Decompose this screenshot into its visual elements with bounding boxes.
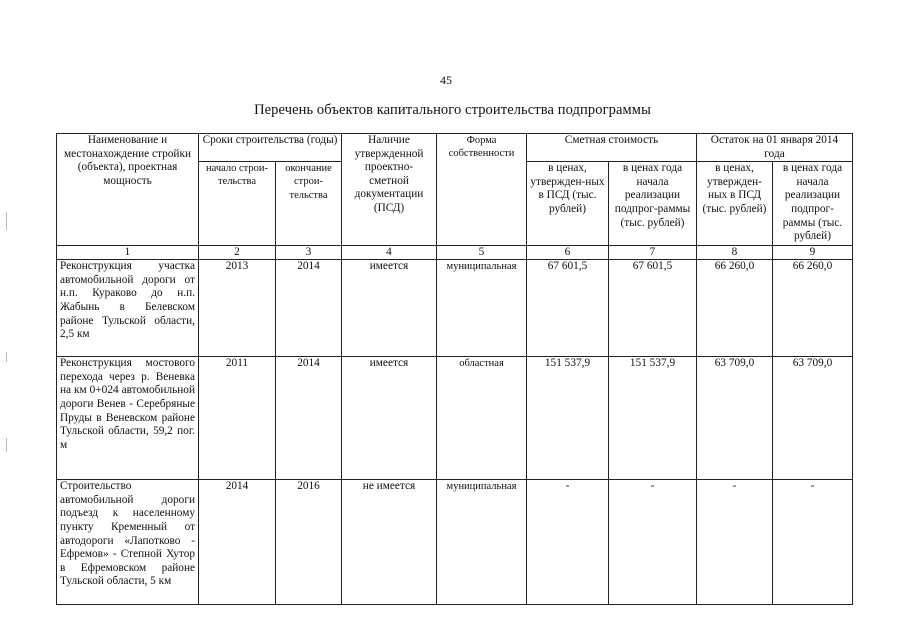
header-balance: Остаток на 01 января 2014 года	[697, 134, 853, 162]
balance-psd-value: -	[697, 480, 773, 605]
header-balance-psd: в ценах, утвержден-ных в ПСД (тыс. рублей)	[697, 162, 773, 246]
cost-start-value: 151 537,9	[609, 357, 697, 480]
end-year: 2014	[276, 357, 342, 480]
header-ownership: Форма собственности	[437, 134, 527, 246]
ownership-form: муниципальная	[437, 260, 527, 357]
header-balance-start: в ценах года начала реализации подпрог-раммы (тыс. рублей)	[773, 162, 853, 246]
column-number: 3	[276, 246, 342, 260]
cost-psd-value: 67 601,5	[527, 260, 609, 357]
psd-status: имеется	[342, 357, 437, 480]
column-number: 7	[609, 246, 697, 260]
column-number: 9	[773, 246, 853, 260]
column-number: 4	[342, 246, 437, 260]
cost-psd-value: -	[527, 480, 609, 605]
psd-status: имеется	[342, 260, 437, 357]
end-year: 2016	[276, 480, 342, 605]
object-name: Реконструкция участка автомобильной дороги от н.п. Кураково до н.п. Жабынь в Белевском районе Тульской области, 2,5 км	[57, 260, 199, 357]
margin-mark	[6, 352, 7, 362]
cost-psd-value: 151 537,9	[527, 357, 609, 480]
margin-mark	[6, 438, 7, 452]
ownership-form: муниципальная	[437, 480, 527, 605]
object-name: Реконструкция мостового перехода через р. Веневка на км 0+024 автомобильной дороги Венев - Серебряные Пруды в Веневском районе Тульской области, 59,2 пог. м	[57, 357, 199, 480]
ownership-form: областная	[437, 357, 527, 480]
table-row	[57, 260, 853, 357]
column-number: 6	[527, 246, 609, 260]
start-year: 2011	[199, 357, 276, 480]
psd-status: не имеется	[342, 480, 437, 605]
balance-psd-value: 63 709,0	[697, 357, 773, 480]
balance-start-value: -	[773, 480, 853, 605]
end-year: 2014	[276, 260, 342, 357]
balance-psd-value: 66 260,0	[697, 260, 773, 357]
balance-start-value: 66 260,0	[773, 260, 853, 357]
balance-start-value: 63 709,0	[773, 357, 853, 480]
header-terms-start: начало строи-тельства	[199, 162, 276, 246]
column-number: 1	[57, 246, 199, 260]
header-terms: Сроки строительства (годы)	[199, 134, 342, 162]
table-row	[57, 357, 853, 480]
column-number: 8	[697, 246, 773, 260]
page-number: 45	[440, 73, 452, 87]
header-cost-start: в ценах года начала реализации подпрог-раммы (тыс. рублей)	[609, 162, 697, 246]
column-number: 2	[199, 246, 276, 260]
cost-start-value: -	[609, 480, 697, 605]
margin-mark	[6, 212, 7, 230]
header-psd: Наличие утвержденной проектно-сметной документации (ПСД)	[342, 134, 437, 246]
header-terms-end: окончание строи-тельства	[276, 162, 342, 246]
header-cost-psd: в ценах, утвержден-ных в ПСД (тыс. рублей)	[527, 162, 609, 246]
start-year: 2014	[199, 480, 276, 605]
table-row	[57, 480, 853, 605]
column-number: 5	[437, 246, 527, 260]
header-name: Наименование и местонахождение стройки (объекта), проектная мощность	[57, 134, 199, 246]
objects-table	[56, 133, 853, 605]
object-name: Строительство автомобильной дороги подъезд к населенному пункту Кременный от автодороги «Лапотково - Ефремов» - Степной Хутор в Ефремовском районе Тульской области, 5 км	[57, 480, 199, 605]
cost-start-value: 67 601,5	[609, 260, 697, 357]
start-year: 2013	[199, 260, 276, 357]
header-cost: Сметная стоимость	[527, 134, 697, 162]
page-title: Перечень объектов капитального строительства подпрограммы	[254, 102, 651, 118]
